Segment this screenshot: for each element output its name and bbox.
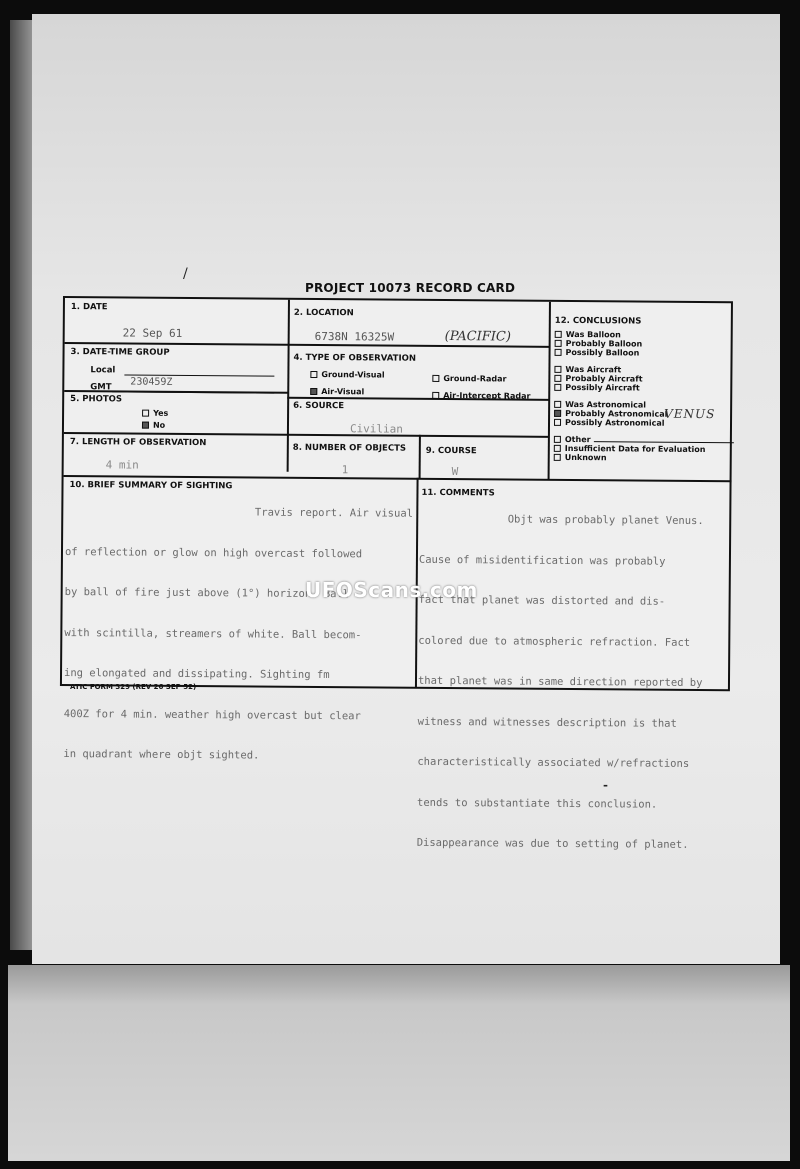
- conclusion-item[interactable]: Possibly Aircraft: [554, 383, 734, 393]
- ink-mark: -: [603, 778, 608, 792]
- pencil-mark: /: [183, 266, 188, 282]
- location-label: 2. LOCATION: [293, 307, 354, 319]
- date-value: 22 Sep 61: [122, 326, 183, 340]
- conclusion-item[interactable]: Was Balloon: [555, 330, 735, 340]
- objects-label: 8. NUMBER OF OBJECTS: [292, 442, 407, 454]
- card-title: PROJECT 10073 RECORD CARD: [305, 281, 516, 295]
- checkbox-icon: [554, 366, 561, 373]
- checkbox-icon: [555, 349, 562, 356]
- length-label: 7. LENGTH OF OBSERVATION: [69, 437, 207, 449]
- course-value: W: [451, 465, 459, 479]
- form-id: ATIC FORM 329 (REV 26 SEP 52): [70, 683, 197, 691]
- type-label: 4. TYPE OF OBSERVATION: [293, 352, 417, 364]
- conclusions-list: [554, 330, 735, 463]
- checkbox-icon: [554, 436, 561, 443]
- conclusions-label: 12. CONCLUSIONS: [554, 315, 642, 327]
- conclusion-item[interactable]: Insufficient Data for Evaluation: [554, 444, 734, 454]
- checkbox-icon: [554, 419, 561, 426]
- location-value: 6738N 16325W: [314, 329, 395, 344]
- checkbox-icon: [142, 410, 149, 417]
- watermark: UFOScans.com: [305, 578, 478, 602]
- checkbox-icon: [310, 371, 317, 378]
- photos-yes[interactable]: Yes: [142, 409, 168, 418]
- checkbox-icon: [554, 375, 561, 382]
- dtg-label: 3. DATE-TIME GROUP: [70, 347, 170, 358]
- type-ground-radar[interactable]: Ground-Radar: [432, 374, 506, 384]
- source-value: Civilian: [349, 422, 403, 436]
- summary-text: Travis report. Air visual of reflection or glow on high overcast followed by ball of fire just above (1°) horizon. Ball with scintilla, streamers of white. Ball becom- ing elongated and dissipating. Sighting fm 400Z for 4 min. weather high overcast but clear in quadrant where objt sighted.: [63, 505, 414, 762]
- conclusion-item[interactable]: Other: [554, 435, 734, 445]
- type-ground-visual[interactable]: Ground-Visual: [310, 370, 384, 380]
- comments-label: 11. COMMENTS: [421, 487, 495, 499]
- length-value: 4 min: [105, 458, 139, 472]
- conclusion-item[interactable]: Possibly Balloon: [555, 348, 735, 358]
- conclusion-item[interactable]: Was Aircraft: [554, 365, 734, 375]
- checkbox-icon: [554, 384, 561, 391]
- gmt-value: 230459Z: [130, 376, 173, 388]
- page-edge-shadow: [10, 20, 34, 950]
- checkbox-icon: [555, 340, 562, 347]
- objects-value: 1: [341, 463, 349, 477]
- conclusion-item[interactable]: Probably Aircraft: [554, 374, 734, 384]
- checkbox-icon: [554, 454, 561, 461]
- type-air-visual[interactable]: Air-Visual: [310, 387, 364, 396]
- checkbox-icon: [432, 375, 439, 382]
- summary-label: 10. BRIEF SUMMARY OF SIGHTING: [69, 480, 233, 492]
- checkbox-icon: [555, 331, 562, 338]
- photos-label: 5. PHOTOS: [70, 394, 123, 405]
- underlying-sheet: [8, 965, 790, 1161]
- conclusion-item[interactable]: Was Astronomical: [554, 400, 734, 410]
- local-label: Local: [90, 365, 116, 376]
- comments-text: Objt was probably planet Venus. Cause of misidentification was probably fact that planet was distorted and dis- colored due to atmospheric refraction. Fact that planet was in same direction reported by witness and witnesses description is that characteristically associated w/refractions tends to substantiate this conclusion. Disappearance was due to setting of planet.: [416, 512, 704, 851]
- course-label: 9. COURSE: [425, 445, 477, 457]
- photos-no[interactable]: No: [142, 421, 165, 430]
- checked-box-icon: [142, 422, 149, 429]
- conclusion-item[interactable]: Probably Balloon: [555, 339, 735, 349]
- checked-box-icon: [310, 388, 317, 395]
- checked-box-icon: [554, 410, 561, 417]
- conclusion-item[interactable]: Unknown: [554, 453, 734, 463]
- checkbox-icon: [554, 401, 561, 408]
- conclusion-handwritten: VENUS: [664, 406, 716, 422]
- checkbox-icon: [554, 445, 561, 452]
- source-label: 6. SOURCE: [293, 400, 345, 412]
- conclusion-item-checked[interactable]: Probably Astronomical: [554, 409, 734, 419]
- checkbox-icon: [432, 392, 439, 399]
- type-air-intercept[interactable]: Air-Intercept Radar: [432, 391, 530, 401]
- record-card: [60, 296, 733, 851]
- date-label: 1. DATE: [70, 302, 108, 313]
- gmt-label: GMT: [90, 382, 112, 393]
- location-note: (PACIFIC): [444, 328, 512, 345]
- conclusion-item[interactable]: Possibly Astronomical: [554, 418, 734, 428]
